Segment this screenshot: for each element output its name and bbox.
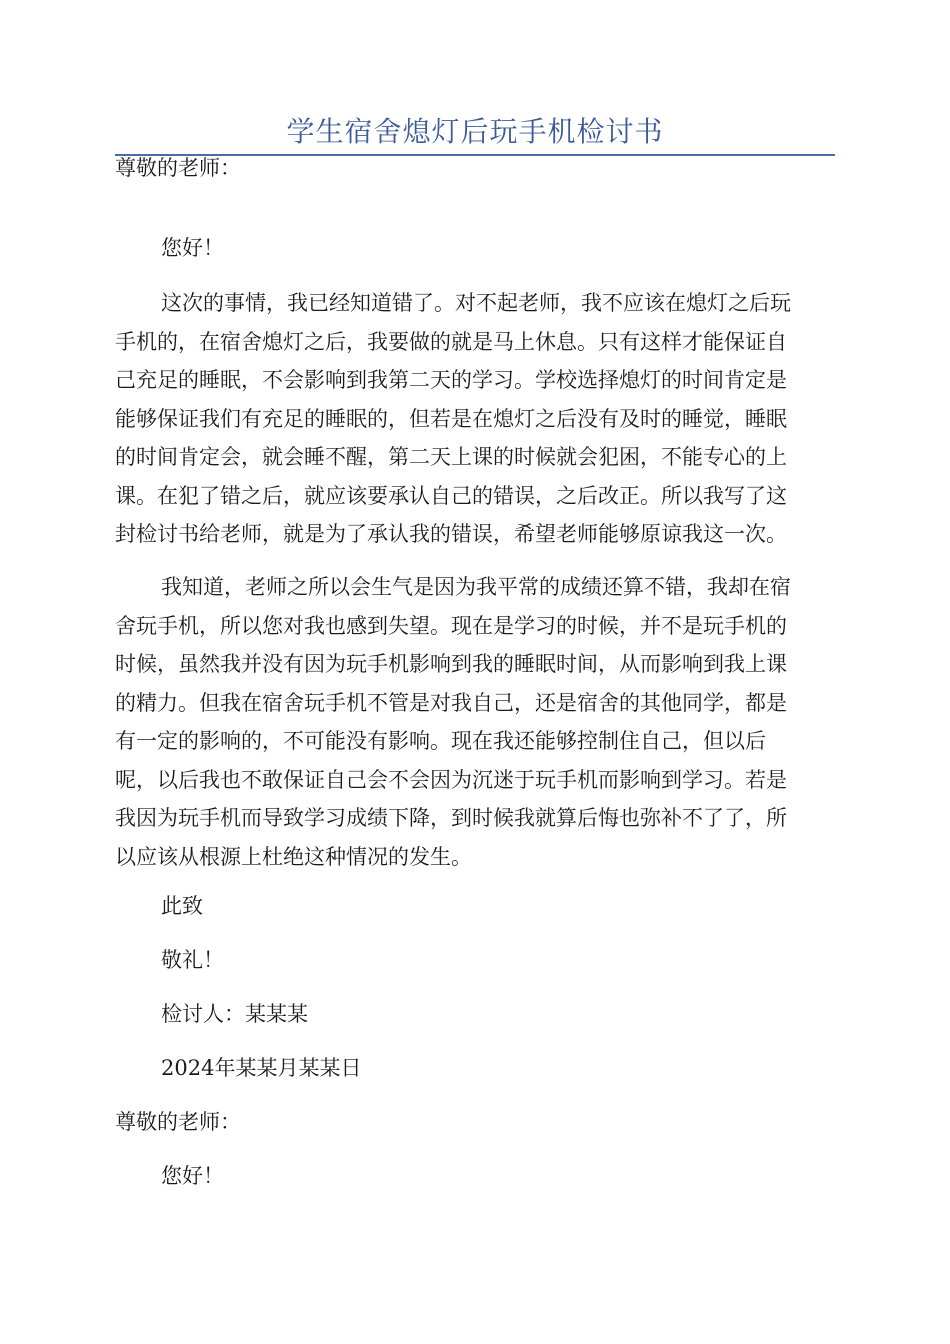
paragraph-line: 这次的事情，我已经知道错了。对不起老师，我不应该在熄灯之后玩: [161, 291, 791, 315]
document-title: 学生宿舍熄灯后玩手机检讨书: [286, 115, 664, 148]
paragraph-line: 以应该从根源上杜绝这种情况的发生。: [115, 844, 472, 869]
paragraph-2: [115, 568, 835, 876]
paragraph-line: 手机的，在宿舍熄灯之后，我要做的就是马上休息。只有这样才能保证自: [115, 329, 787, 354]
greeting: 您好！: [161, 236, 224, 260]
paragraph-line: 我知道，老师之所以会生气是因为我平常的成绩还算不错，我却在宿: [161, 575, 791, 599]
paragraph-line: 封检讨书给老师，就是为了承认我的错误，希望老师能够原谅我这一次。: [115, 522, 787, 546]
paragraph-line: 的精力。但我在宿舍玩手机不管是对我自己，还是宿舍的其他同学，都是: [115, 690, 787, 715]
paragraph-1: [115, 284, 835, 554]
paragraph-line: 时候，虽然我并没有因为玩手机影响到我的睡眠时间，从而影响到我上课: [115, 652, 787, 676]
date: 2024年某某月某某日: [161, 1056, 362, 1080]
paragraph-line: 课。在犯了错之后，就应该要承认自己的错误，之后改正。所以我写了这: [115, 483, 787, 508]
paragraph-line: 我因为玩手机而导致学习成绩下降，到时候我就算后悔也弥补不了了，所: [115, 806, 787, 830]
paragraph-line: 的时间肯定会，就会睡不醒，第二天上课的时候就会犯困，不能专心的上: [115, 445, 787, 469]
greeting-repeat: 您好！: [161, 1164, 224, 1188]
salutation: 尊敬的老师：: [115, 156, 241, 180]
paragraph-line: 己充足的睡眠，不会影响到我第二天的学习。学校选择熄灯的时间肯定是: [115, 368, 787, 392]
salutation-repeat: 尊敬的老师：: [115, 1110, 241, 1134]
closing-ci-zhi: 此致: [161, 894, 203, 918]
closing-jing-li: 敬礼！: [161, 948, 224, 972]
signer: 检讨人：某某某: [161, 1002, 308, 1026]
paragraph-line: 舍玩手机，所以您对我也感到失望。现在是学习的时候，并不是玩手机的: [115, 613, 787, 638]
paragraph-line: 有一定的影响的，不可能没有影响。现在我还能够控制住自己，但以后: [115, 729, 766, 753]
paragraph-line: 呢，以后我也不敢保证自己会不会因为沉迷于玩手机而影响到学习。若是: [115, 767, 787, 792]
paragraph-line: 能够保证我们有充足的睡眠的，但若是在熄灯之后没有及时的睡觉，睡眠: [115, 406, 787, 431]
